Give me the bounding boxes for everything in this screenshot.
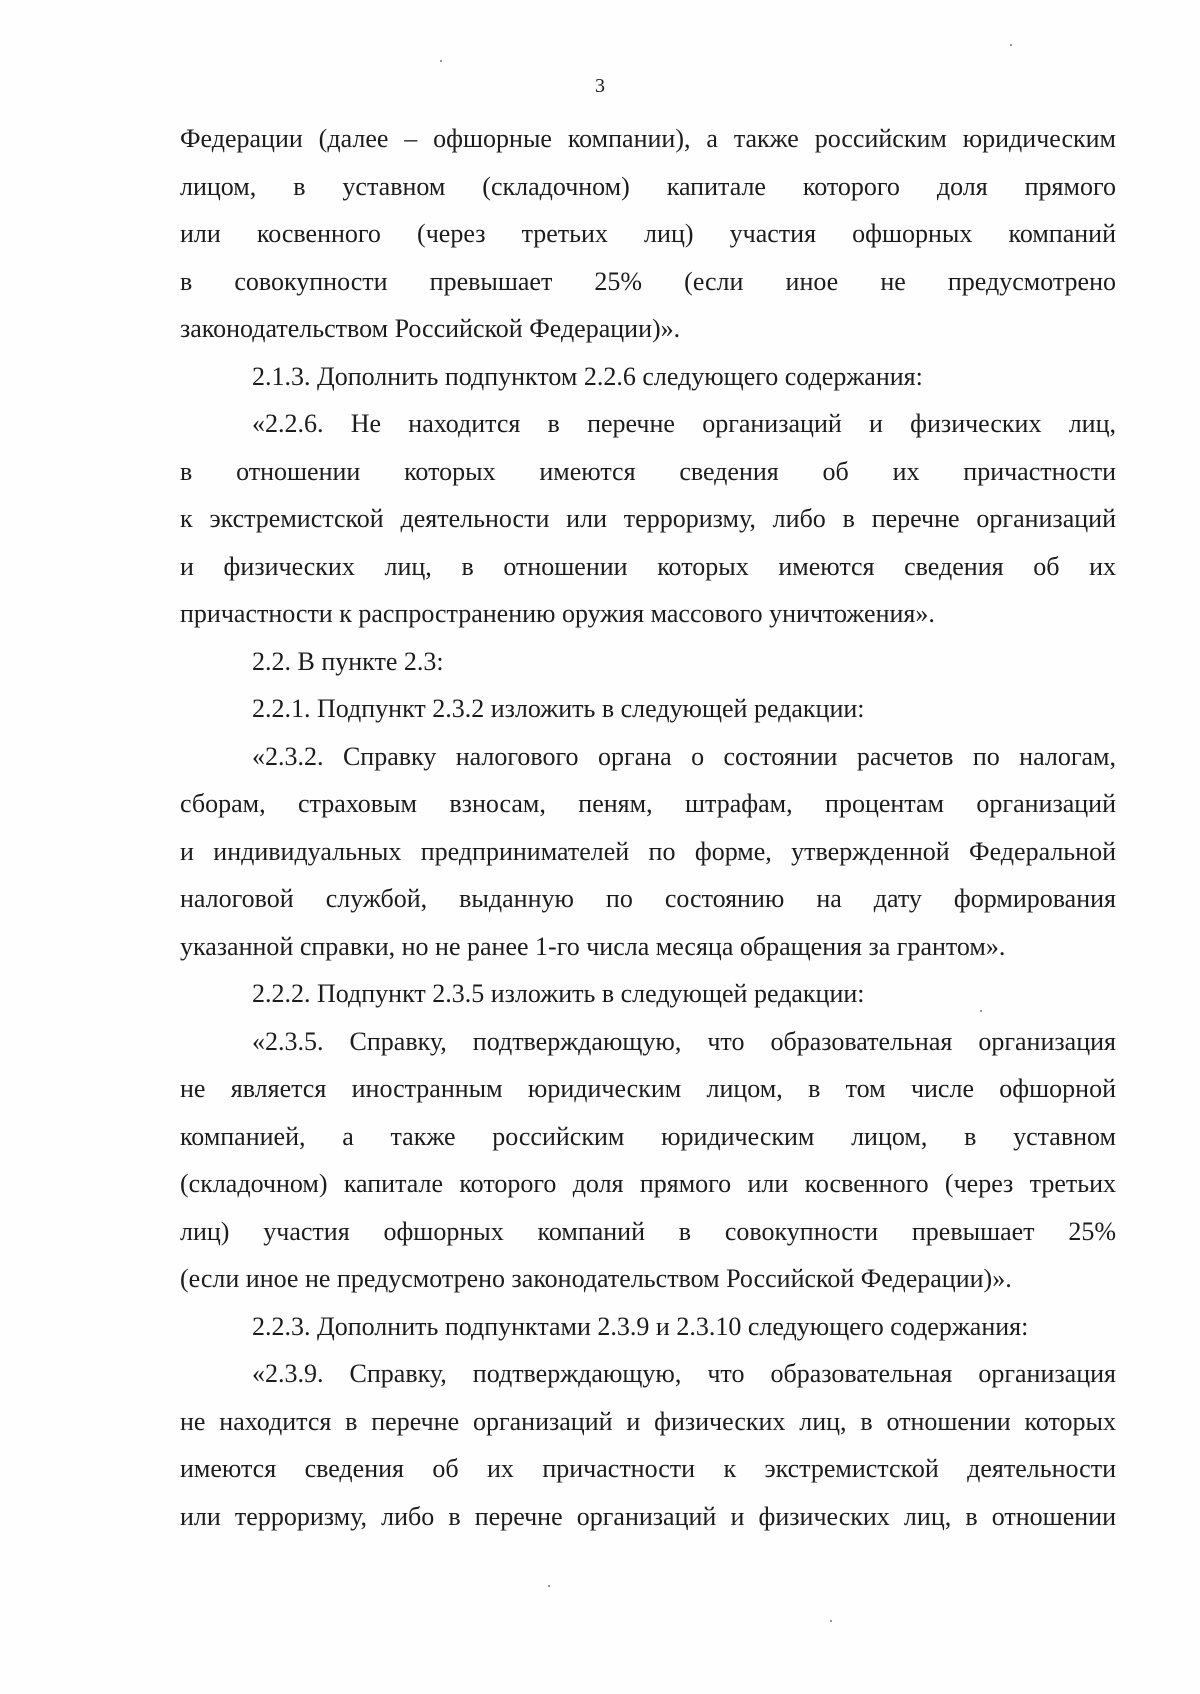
- text-line: компанией, а также российским юридическим лицом, в уставном: [180, 1121, 1116, 1151]
- text-line: не находится в перечне организаций и физических лиц, в отношении которых: [180, 1406, 1116, 1436]
- text-line: 2.2.1. Подпункт 2.3.2 изложить в следующей редакции:: [252, 694, 865, 723]
- text-line: или терроризму, либо в перечне организаций и физических лиц, в отношении: [180, 1501, 1116, 1531]
- text-line: причастности к распространению оружия массового уничтожения».: [180, 599, 935, 628]
- text-line: «2.3.9. Справку, подтверждающую, что образовательная организация: [252, 1359, 1116, 1388]
- text-line: и индивидуальных предпринимателей по форме, утвержденной Федеральной: [180, 836, 1116, 866]
- text-line: законодательством Российской Федерации)».: [180, 314, 681, 343]
- text-line: 2.1.3. Дополнить подпунктом 2.2.6 следующего содержания:: [252, 361, 923, 391]
- page-number: 3: [595, 75, 605, 97]
- text-line: налоговой службой, выданную по состоянию на дату формирования: [180, 884, 1116, 913]
- scan-speck: [1010, 44, 1012, 46]
- text-line: (складочном) капитале которого доля прямого или косвенного (через третьих: [180, 1169, 1116, 1198]
- text-line: к экстремистской деятельности или терроризму, либо в перечне организаций: [180, 504, 1116, 533]
- text-line: в совокупности превышает 25% (если иное не предусмотрено: [180, 266, 1116, 296]
- scan-speck: [548, 1585, 550, 1587]
- text-line: 2.2. В пункте 2.3:: [252, 646, 444, 676]
- text-line: указанной справки, но не ранее 1-го числа месяца обращения за грантом».: [180, 931, 1006, 961]
- text-line: не является иностранным юридическим лицом, в том числе офшорной: [180, 1074, 1116, 1103]
- text-line: лиц) участия офшорных компаний в совокупности превышает 25%: [180, 1216, 1116, 1246]
- text-line: имеются сведения об их причастности к экстремистской деятельности: [180, 1454, 1116, 1483]
- scan-speck: [980, 1010, 982, 1012]
- text-line: 2.2.2. Подпункт 2.3.5 изложить в следующей редакции:: [252, 979, 865, 1008]
- text-line: «2.3.5. Справку, подтверждающую, что образовательная организация: [252, 1026, 1116, 1056]
- text-line: (если иное не предусмотрено законодательством Российской Федерации)».: [180, 1264, 1012, 1293]
- text-line: «2.2.6. Не находится в перечне организаций и физических лиц,: [252, 409, 1116, 438]
- scan-speck: [830, 1620, 832, 1622]
- text-line: в отношении которых имеются сведения об их причастности: [180, 456, 1116, 486]
- scan-speck: [440, 60, 442, 62]
- text-line: лицом, в уставном (складочном) капитале которого доля прямого: [180, 171, 1116, 201]
- text-line: Федерации (далее – офшорные компании), а также российским юридическим: [180, 124, 1116, 153]
- text-line: «2.3.2. Справку налогового органа о состоянии расчетов по налогам,: [252, 741, 1116, 771]
- text-line: сборам, страховым взносам, пеням, штрафам, процентам организаций: [180, 789, 1116, 818]
- document-body: [180, 115, 1116, 1540]
- text-line: или косвенного (через третьих лиц) участия офшорных компаний: [180, 219, 1116, 248]
- text-line: и физических лиц, в отношении которых имеются сведения об их: [180, 551, 1116, 581]
- text-line: 2.2.3. Дополнить подпунктами 2.3.9 и 2.3.10 следующего содержания:: [252, 1311, 1029, 1341]
